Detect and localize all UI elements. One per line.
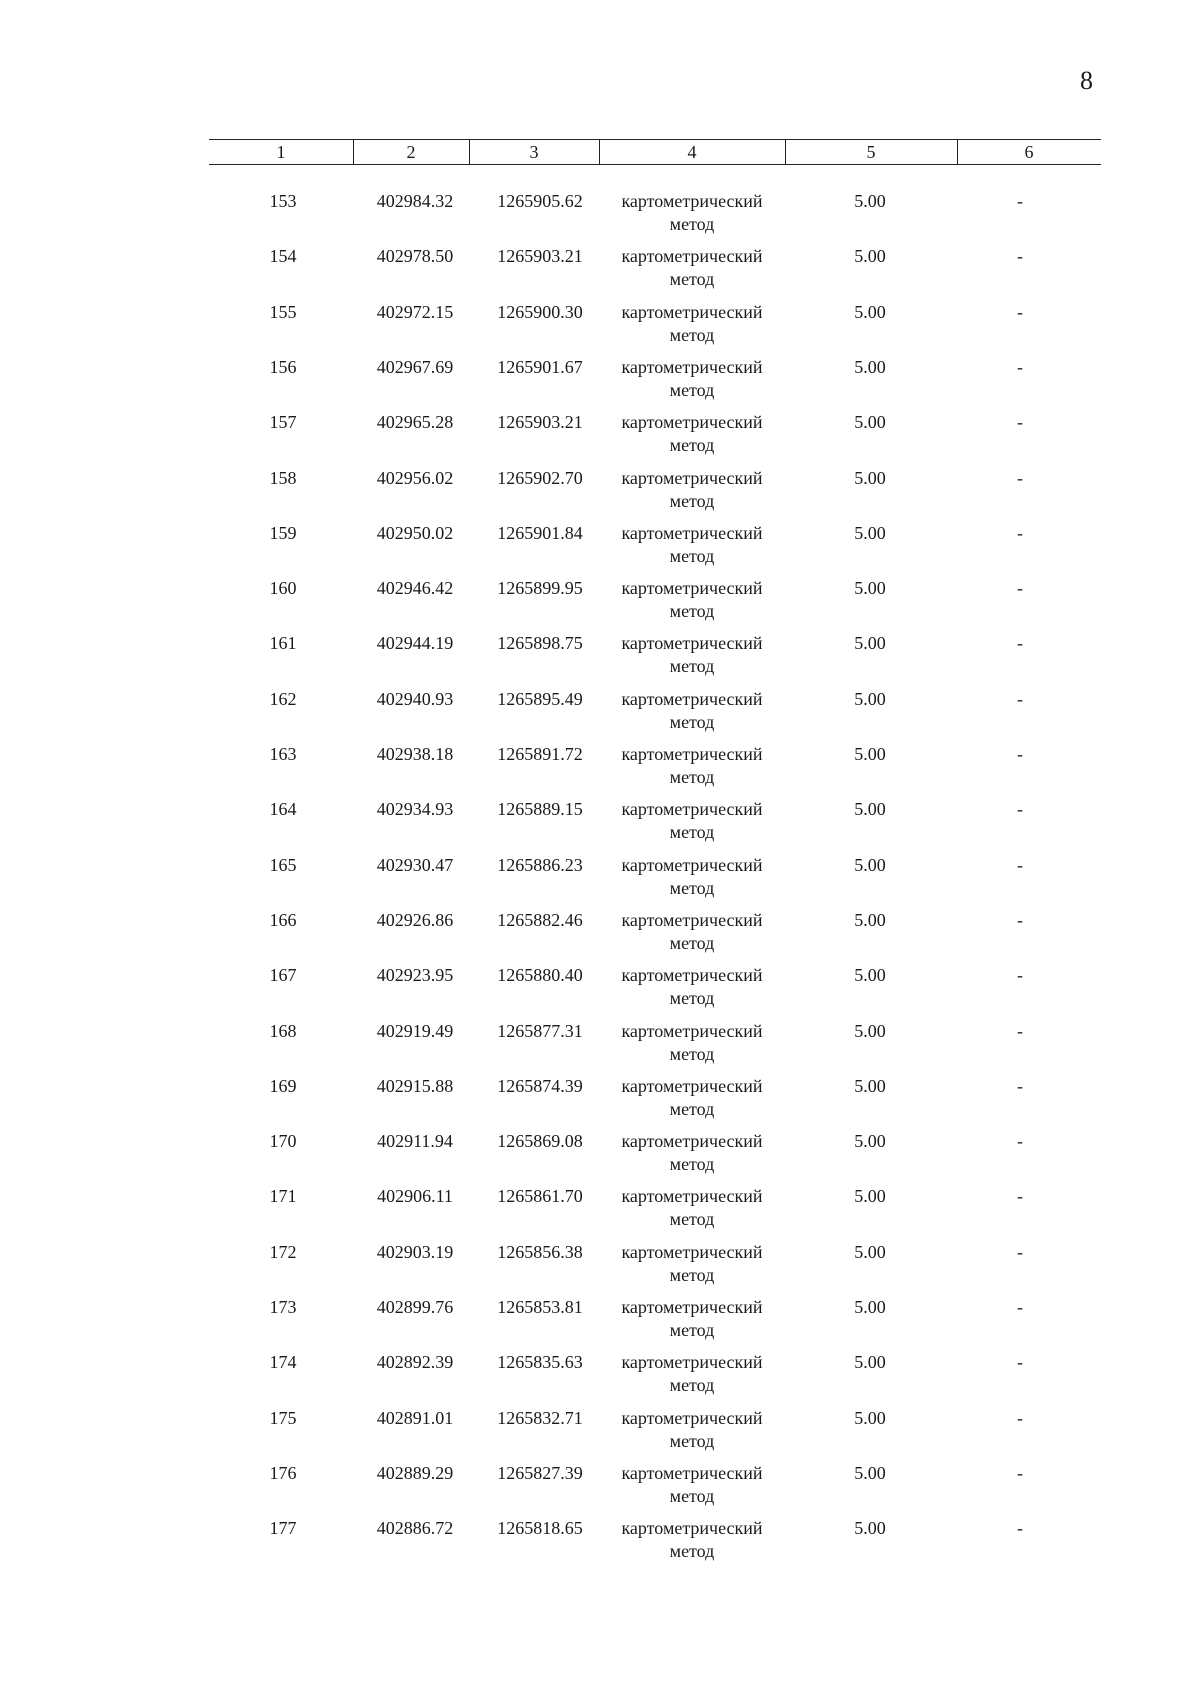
note: - — [1017, 1131, 1023, 1152]
method-line-2: метод — [669, 1209, 715, 1230]
point-number: 155 — [269, 301, 297, 322]
note: - — [1017, 1075, 1023, 1096]
method-line-1: картометрический — [621, 744, 763, 764]
coord-x: 402919.49 — [376, 1020, 454, 1041]
coord-x: 402892.39 — [376, 1352, 454, 1373]
method — [600, 301, 784, 347]
method — [600, 577, 784, 623]
table-row — [0, 632, 1200, 687]
method-line-1: картометрический — [621, 965, 763, 986]
coord-x: 402940.93 — [376, 688, 454, 709]
header-col-1: 1 — [276, 142, 286, 162]
header-col-4: 4 — [687, 142, 697, 162]
method — [600, 1130, 784, 1176]
coord-y: 1265903.21 — [497, 412, 583, 433]
coord-y: 1265903.21 — [497, 246, 583, 267]
coord-y: 1265895.49 — [497, 688, 583, 709]
method-line-1: картометрический — [621, 1297, 763, 1317]
table-row — [0, 1517, 1200, 1572]
coord-y: 1265827.39 — [497, 1462, 583, 1483]
accuracy: 5.00 — [854, 1297, 886, 1317]
method — [600, 467, 784, 513]
point-number: 169 — [269, 1075, 297, 1096]
method — [600, 854, 784, 900]
coord-x: 402978.50 — [376, 246, 454, 267]
accuracy: 5.00 — [854, 467, 886, 488]
table-row — [0, 1241, 1200, 1296]
point-number: 158 — [269, 467, 297, 488]
method-line-2: метод — [669, 822, 715, 843]
note: - — [1017, 1407, 1023, 1428]
method — [600, 909, 784, 955]
coord-y: 1265898.75 — [497, 633, 583, 654]
point-number: 165 — [269, 854, 297, 875]
coord-y: 1265891.72 — [497, 744, 583, 764]
table-row — [0, 411, 1200, 466]
note: - — [1017, 799, 1023, 820]
method-line-1: картометрический — [621, 191, 763, 211]
note: - — [1017, 633, 1023, 654]
note: - — [1017, 854, 1023, 875]
point-number: 174 — [269, 1352, 297, 1373]
point-number: 153 — [269, 191, 297, 211]
coord-x: 402934.93 — [376, 799, 454, 820]
method — [600, 1296, 784, 1342]
coord-y: 1265877.31 — [497, 1020, 583, 1041]
accuracy: 5.00 — [854, 965, 886, 986]
accuracy: 5.00 — [854, 1407, 886, 1428]
method-line-2: метод — [669, 988, 715, 1009]
coord-x: 402903.19 — [376, 1241, 454, 1262]
note: - — [1017, 356, 1023, 377]
method-line-2: метод — [669, 656, 715, 677]
method-line-2: метод — [669, 214, 715, 234]
accuracy: 5.00 — [854, 1075, 886, 1096]
method-line-1: картометрический — [621, 1518, 763, 1539]
method-line-1: картометрический — [621, 854, 763, 875]
method-line-2: метод — [669, 711, 715, 732]
table-row — [0, 854, 1200, 909]
point-number: 154 — [269, 246, 297, 267]
method-line-2: метод — [669, 1154, 715, 1175]
method-line-2: метод — [669, 1043, 715, 1064]
point-number: 176 — [269, 1462, 297, 1483]
method-line-1: картометрический — [621, 799, 763, 820]
note: - — [1017, 246, 1023, 267]
method-line-1: картометрический — [621, 909, 763, 930]
note: - — [1017, 909, 1023, 930]
coord-y: 1265900.30 — [497, 301, 583, 322]
note: - — [1017, 1518, 1023, 1539]
point-number: 177 — [269, 1518, 297, 1539]
table-row — [0, 1462, 1200, 1517]
method — [600, 964, 784, 1010]
note: - — [1017, 1297, 1023, 1317]
coord-y: 1265901.84 — [497, 522, 583, 543]
table-header — [209, 139, 1101, 165]
method-line-2: метод — [669, 1320, 715, 1340]
method — [600, 1075, 784, 1121]
table-row — [0, 688, 1200, 743]
coord-x: 402906.11 — [377, 1186, 453, 1207]
header-col-6: 6 — [1024, 142, 1034, 162]
coord-x: 402972.15 — [376, 301, 454, 322]
coord-y: 1265818.65 — [497, 1518, 583, 1539]
method-line-1: картометрический — [621, 578, 763, 599]
method-line-2: метод — [669, 601, 715, 622]
method — [600, 190, 784, 236]
coord-x: 402944.19 — [376, 633, 454, 654]
coord-y: 1265889.15 — [497, 799, 583, 820]
method-line-2: метод — [669, 490, 715, 511]
coord-y: 1265869.08 — [497, 1131, 583, 1152]
coord-x: 402899.76 — [376, 1297, 454, 1317]
note: - — [1017, 744, 1023, 764]
method — [600, 245, 784, 291]
point-number: 162 — [269, 688, 297, 709]
table-row — [0, 301, 1200, 356]
coord-x: 402926.86 — [376, 909, 454, 930]
note: - — [1017, 1352, 1023, 1373]
method-line-2: метод — [669, 435, 715, 456]
method-line-1: картометрический — [621, 522, 763, 543]
table-row — [0, 577, 1200, 632]
note: - — [1017, 1020, 1023, 1041]
accuracy: 5.00 — [854, 799, 886, 820]
point-number: 172 — [269, 1241, 297, 1262]
note: - — [1017, 688, 1023, 709]
method — [600, 632, 784, 678]
header-col-5: 5 — [866, 142, 876, 162]
note: - — [1017, 467, 1023, 488]
method-line-1: картометрический — [621, 412, 763, 433]
coord-y: 1265901.67 — [497, 356, 583, 377]
point-number: 167 — [269, 965, 297, 986]
accuracy: 5.00 — [854, 412, 886, 433]
method-line-1: картометрический — [621, 1407, 763, 1428]
method-line-2: метод — [669, 1098, 715, 1119]
method-line-1: картометрический — [621, 356, 763, 377]
coord-y: 1265856.38 — [497, 1241, 583, 1262]
method-line-2: метод — [669, 1264, 715, 1285]
table-row — [0, 522, 1200, 577]
header-col-3: 3 — [529, 142, 539, 162]
coord-x: 402915.88 — [376, 1075, 454, 1096]
point-number: 157 — [269, 412, 297, 433]
table-row — [0, 1130, 1200, 1185]
note: - — [1017, 522, 1023, 543]
method — [600, 1241, 784, 1287]
method-line-1: картометрический — [621, 1131, 763, 1152]
method-line-1: картометрический — [621, 1020, 763, 1041]
method — [600, 1517, 784, 1563]
table-row — [0, 190, 1200, 245]
note: - — [1017, 412, 1023, 433]
accuracy: 5.00 — [854, 522, 886, 543]
point-number: 164 — [269, 799, 297, 820]
coord-x: 402956.02 — [376, 467, 454, 488]
method-line-2: метод — [669, 379, 715, 400]
method-line-2: метод — [669, 767, 715, 787]
accuracy: 5.00 — [854, 1352, 886, 1373]
method — [600, 356, 784, 402]
coord-y: 1265882.46 — [497, 909, 583, 930]
header-col-2: 2 — [406, 142, 416, 162]
method-line-1: картометрический — [621, 1075, 763, 1096]
coord-x: 402967.69 — [376, 356, 454, 377]
method-line-2: метод — [669, 1375, 715, 1396]
method-line-2: метод — [669, 269, 715, 290]
method-line-2: метод — [669, 324, 715, 345]
method-line-2: метод — [669, 1485, 715, 1506]
point-number: 168 — [269, 1020, 297, 1041]
method-line-1: картометрический — [621, 633, 763, 654]
coord-y: 1265886.23 — [497, 854, 583, 875]
table-row — [0, 1075, 1200, 1130]
method-line-1: картометрический — [621, 467, 763, 488]
table-row — [0, 964, 1200, 1019]
accuracy: 5.00 — [854, 1020, 886, 1041]
accuracy: 5.00 — [854, 744, 886, 764]
coord-x: 402886.72 — [376, 1518, 454, 1539]
method — [600, 688, 784, 734]
table-row — [0, 798, 1200, 853]
accuracy: 5.00 — [854, 1186, 886, 1207]
method-line-1: картометрический — [621, 1462, 763, 1483]
note: - — [1017, 301, 1023, 322]
table-row — [0, 743, 1200, 798]
note: - — [1017, 965, 1023, 986]
accuracy: 5.00 — [854, 578, 886, 599]
point-number: 156 — [269, 356, 297, 377]
note: - — [1017, 1186, 1023, 1207]
coord-y: 1265902.70 — [497, 467, 583, 488]
accuracy: 5.00 — [854, 1518, 886, 1539]
method-line-2: метод — [669, 545, 715, 566]
method-line-2: метод — [669, 877, 715, 898]
coord-x: 402911.94 — [377, 1131, 453, 1152]
method — [600, 411, 784, 457]
accuracy: 5.00 — [854, 1131, 886, 1152]
accuracy: 5.00 — [854, 688, 886, 709]
accuracy: 5.00 — [854, 633, 886, 654]
coord-y: 1265874.39 — [497, 1075, 583, 1096]
coord-x: 402950.02 — [376, 522, 454, 543]
method — [600, 1020, 784, 1066]
note: - — [1017, 1241, 1023, 1262]
note: - — [1017, 191, 1023, 211]
method-line-1: картометрический — [621, 301, 763, 322]
method — [600, 1462, 784, 1508]
table-row — [0, 245, 1200, 300]
method — [600, 1351, 784, 1397]
point-number: 175 — [269, 1407, 297, 1428]
point-number: 170 — [269, 1131, 297, 1152]
method-line-1: картометрический — [621, 688, 763, 709]
point-number: 160 — [269, 578, 297, 599]
point-number: 171 — [269, 1186, 297, 1207]
method — [600, 522, 784, 568]
coord-y: 1265861.70 — [497, 1186, 583, 1207]
coord-y: 1265899.95 — [497, 578, 583, 599]
table-row — [0, 1296, 1200, 1351]
point-number: 163 — [269, 744, 297, 764]
method-line-2: метод — [669, 1541, 715, 1562]
coord-x: 402938.18 — [376, 744, 454, 764]
method-line-1: картометрический — [621, 1186, 763, 1207]
coord-x: 402946.42 — [376, 578, 454, 599]
method-line-1: картометрический — [621, 246, 763, 267]
accuracy: 5.00 — [854, 909, 886, 930]
coord-x: 402965.28 — [376, 412, 454, 433]
method-line-2: метод — [669, 932, 715, 953]
accuracy: 5.00 — [854, 301, 886, 322]
method-line-1: картометрический — [621, 1241, 763, 1262]
method — [600, 798, 784, 844]
table-row — [0, 467, 1200, 522]
coord-x: 402891.01 — [376, 1407, 454, 1428]
coord-y: 1265832.71 — [497, 1407, 583, 1428]
coord-y: 1265880.40 — [497, 965, 583, 986]
coord-y: 1265905.62 — [497, 191, 583, 211]
point-number: 161 — [269, 633, 297, 654]
coord-x: 402923.95 — [376, 965, 454, 986]
accuracy: 5.00 — [854, 1241, 886, 1262]
method-line-2: метод — [669, 1430, 715, 1451]
method-line-1: картометрический — [621, 1352, 763, 1373]
method — [600, 1407, 784, 1453]
table-row — [0, 909, 1200, 964]
point-number: 166 — [269, 909, 297, 930]
accuracy: 5.00 — [854, 1462, 886, 1483]
table-row — [0, 1185, 1200, 1240]
table-row — [0, 356, 1200, 411]
note: - — [1017, 1462, 1023, 1483]
accuracy: 5.00 — [854, 356, 886, 377]
accuracy: 5.00 — [854, 246, 886, 267]
coord-y: 1265835.63 — [497, 1352, 583, 1373]
accuracy: 5.00 — [854, 191, 886, 211]
table-row — [0, 1407, 1200, 1462]
table-row — [0, 1351, 1200, 1406]
point-number: 159 — [269, 522, 297, 543]
coord-y: 1265853.81 — [497, 1297, 583, 1317]
point-number: 173 — [269, 1297, 297, 1317]
coord-x: 402930.47 — [376, 854, 454, 875]
method — [600, 743, 784, 789]
coord-x: 402889.29 — [376, 1462, 454, 1483]
coord-x: 402984.32 — [376, 191, 454, 211]
page-number: 8 — [1080, 66, 1093, 95]
note: - — [1017, 578, 1023, 599]
method — [600, 1185, 784, 1231]
table-row — [0, 1020, 1200, 1075]
accuracy: 5.00 — [854, 854, 886, 875]
